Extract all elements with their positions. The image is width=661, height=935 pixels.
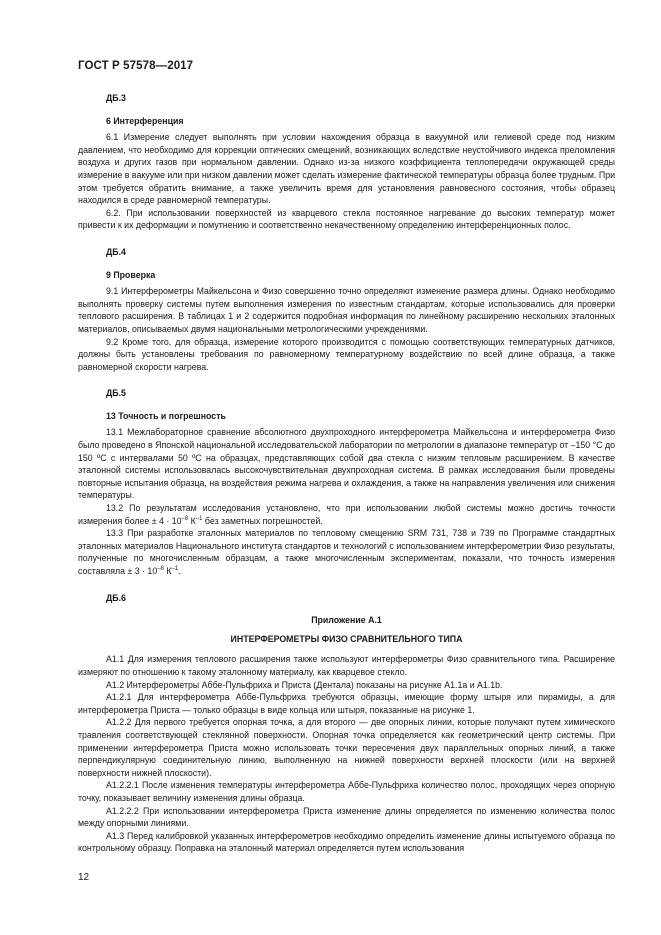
paragraph-a1-2-2-2: А1.2.2.2 При использовании интерферометра Приста изменение длины определяется по изменению количества полос между опорными линиями. (78, 805, 615, 829)
paragraph-a1-2-1: А1.2.1 Для интерферометра Аббе-Пульфриха требуются образцы, имеющие форму штыря или пирамиды, а для интерферометра Приста — только образцы в виде кольца или штыря, показанные на рисунке 1. (78, 692, 615, 715)
appendix-title: ИНТЕРФЕРОМЕТРЫ ФИЗО СРАВНИТЕЛЬНОГО ТИПА (230, 633, 463, 644)
document-body (78, 92, 615, 855)
section-label-db5: ДБ.5 (106, 388, 126, 399)
paragraph-6-2: 6.2. При использовании поверхностей из кварцевого стекла постоянное нагревание до высоких температур может привести к их деформации и помутнению и соответственно некачественному определению интерференционных полос. (78, 207, 615, 231)
paragraph-13-1: 13.1 Межлабораторное сравнение абсолютного двухпроходного интерферометра Майкельсона и интерферометра Физо было проведено в Японской национальной исследовательской лаборатории по метрологии в диапазоне температур от –150 °C до 150 ºC с интервалами 50 ºC на образцах, представляющих собой два стекла с низким тепловым расширением. В качестве эталонной системы использовалась высокочувствительная двухпроходная система. В рамках исследования были проведены повторные испытания образца, на воздействия режима нагрева и охлаждения, а также на направления увеличения или снижения температуры. (78, 427, 615, 501)
paragraph-9-2: 9.2 Кроме того, для образца, измерение которого производится с помощью соответствующих температурных датчиков, должны быть установлены требования по равномерному температурному воздействию по всей длине образца, а также равномерной скорости нагрева. (78, 336, 615, 372)
paragraph-a1-2-2-1: А1.2.2.1 После изменения температуры интерферометра Аббе-Пульфриха количество полос, проходящих через опорную точку, показывает величину изменения длины образца. (78, 780, 615, 803)
paragraph-6-1: 6.1 Измерение следует выполнять при условии нахождения образца в вакуумной или гелиевой среде под низким давлением, что необходимо для коррекции оптических смещений, возникающих вследствие неустойчивого индекса преломления воздуха и других газов при нормальном давлении. Однако из-за низкого коэффициента теплопередачи окружающей среды измерение в вакууме или при низком давлении может сделать измерение фактической температуры образца более трудным. При этом требуется обратить внимание, а также увеличить время для установления равновесного состояния, чтобы образец находился в среде равномерной температуры. (78, 132, 615, 206)
paragraph-a1-1: А1.1 Для измерения теплового расширения также используют интерферометры Физо сравнительного типа. Расширение измеряют по отношению к такому эталонному материалу, как кварцевое стекло. (78, 654, 615, 677)
paragraph-9-1: 9.1 Интерферометры Майкельсона и Физо совершенно точно определяют изменение размера длины. Однако необходимо выполнять проверку системы путем выполнения измерения по известным стандартам, которые использовались для проверки теплового расширения. В таблицах 1 и 2 содержится подробная информация по линейному расширению нескольких эталонных материалов, описываемых двумя национальными метрологическими учреждениями. (78, 286, 615, 334)
section-heading-accuracy: 13 Точность и погрешность (106, 410, 226, 421)
paragraph-a1-3: А1.3 Перед калибровкой указанных интерферометров необходимо определить изменение длины испытуемого образца по контрольному образцу. Поправка на эталонный материал определяется путем использования (78, 830, 615, 854)
paragraph-a1-2-2: А1.2.2 Для первого требуется опорная точка, а для второго — две опорных линии, которые получают путем химического травления соответствующей стеклянной поверхности. Опорная точка определяется как геометрический центр системы. При применении интерферометра Приста можно использовать точки пересечения двух параллельных опорных линий, а также перпендикулярную соединительную линию, выполненную на нижней поверхности верхней плоскости (или на верхней поверхности нижней плоскости). (78, 717, 615, 778)
section-heading-interference: 6 Интерференция (106, 115, 184, 126)
paragraph-13-3: 13.3 При разработке эталонных материалов по тепловому смещению SRM 731, 738 и 739 по Программе стандартных эталонных материалов Национального института стандартов и технологий с использованием интерферометрии Физо результаты, полученные по многочисленным образцам, а также многочисленным экспериментам, показали, что точность измерения составляла ± $3 \cdot 10^{-8}$ $К^{-1}$. (78, 528, 615, 576)
section-label-db6: ДБ.6 (106, 592, 126, 603)
section-label-db4: ДБ.4 (106, 246, 126, 257)
section-label-db3: ДБ.3 (106, 93, 126, 103)
paragraph-13-2: 13.2 По результатам исследования установлено, что при использовании любой системы можно достичь точности измерения более ± $4 \cdot 10^{-8}$ $К^{-1}$ без заметных погрешностей. (78, 503, 615, 526)
section-heading-verification: 9 Проверка (106, 269, 156, 280)
appendix-label: Приложение А.1 (311, 615, 382, 626)
paragraph-a1-2: А1.2 Интерферометры Аббе-Пульфриха и Приста (Дентала) показаны на рисунке А1.1а и А1.1b. (106, 679, 503, 690)
document-header: ГОСТ Р 57578—2017 (78, 60, 194, 72)
page-number: 12 (78, 872, 90, 883)
